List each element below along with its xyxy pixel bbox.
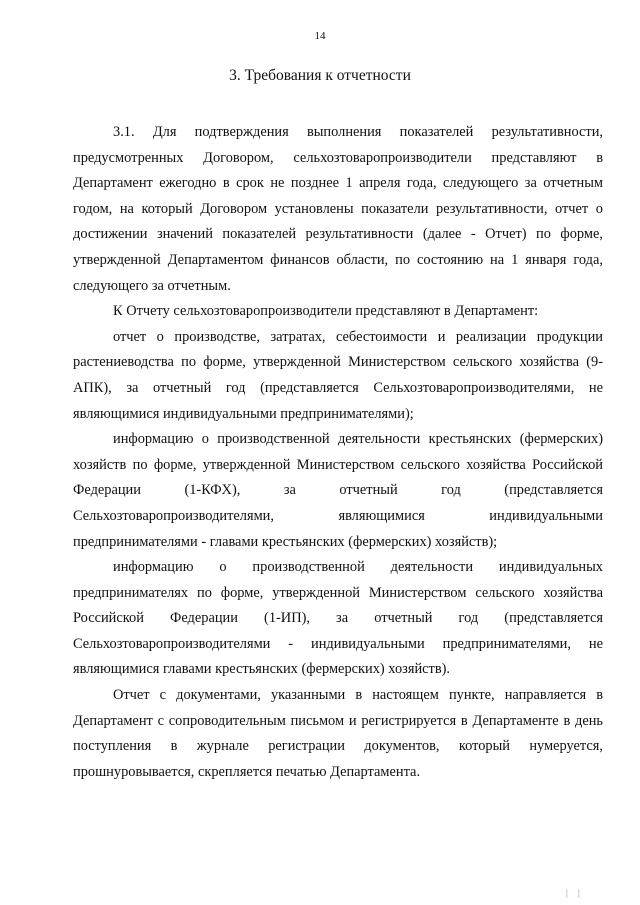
footer-marks: | | [566, 888, 584, 898]
page-number: 14 [314, 30, 326, 42]
body-text [73, 120, 603, 785]
section-heading: 3. Требования к отчетности [229, 67, 411, 84]
paragraph-9-apk: отчет о производстве, затратах, себестоимости и реализации продукции растениеводства по форме, утвержденной Министерством сельского хозяйства (9-АПК), за отчетный год (представляется Сельхозтоваропроизводителями, не являющимися индивидуальными предпринимателями); [73, 328, 603, 422]
paragraph-report-attachments: К Отчету сельхозтоваропроизводители представляют в Департамент: [113, 303, 539, 320]
paragraph-3-1: 3.1. Для подтверждения выполнения показателей результативности, предусмотренных Договором, сельхозтоваропроизводители представляют в Департамент ежегодно в срок не позднее 1 апреля года, следующего за отчетным годом, на который Договором установлены показатели результативности, отчет о достижении значений показателей результативности (далее - Отчет) по форме, утвержденной Департаментом финансов области, по состоянию на 1 января года, следующего за отчетным. [73, 124, 603, 294]
paragraph-1-ip: информацию о производственной деятельности индивидуальных предпринимателях по форме, утвержденной Министерством сельского хозяйства Российской Федерации (1-ИП), за отчетный год (представляется Сельхозтоваропроизводителями - индивидуальными предпринимателями, не являющимися главами крестьянских (фермерских) хозяйств). [73, 559, 603, 678]
paragraph-submission: Отчет с документами, указанными в настоящем пункте, направляется в Департамент с сопроводительным письмом и регистрируется в Департаменте в день поступления в журнале регистрации документов, который нумеруется, прошнуровывается, скрепляется печатью Департамента. [73, 687, 603, 780]
paragraph-1-kfh: информацию о производственной деятельности крестьянских (фермерских) хозяйств по форме, утвержденной Министерством сельского хозяйства Российской Федерации (1-КФХ), за отчетный год (представляется Сельхозтоваропроизводителями, являющимися индивидуальными предпринимателями - главами крестьянских (фермерских) хозяйств); [73, 431, 603, 550]
